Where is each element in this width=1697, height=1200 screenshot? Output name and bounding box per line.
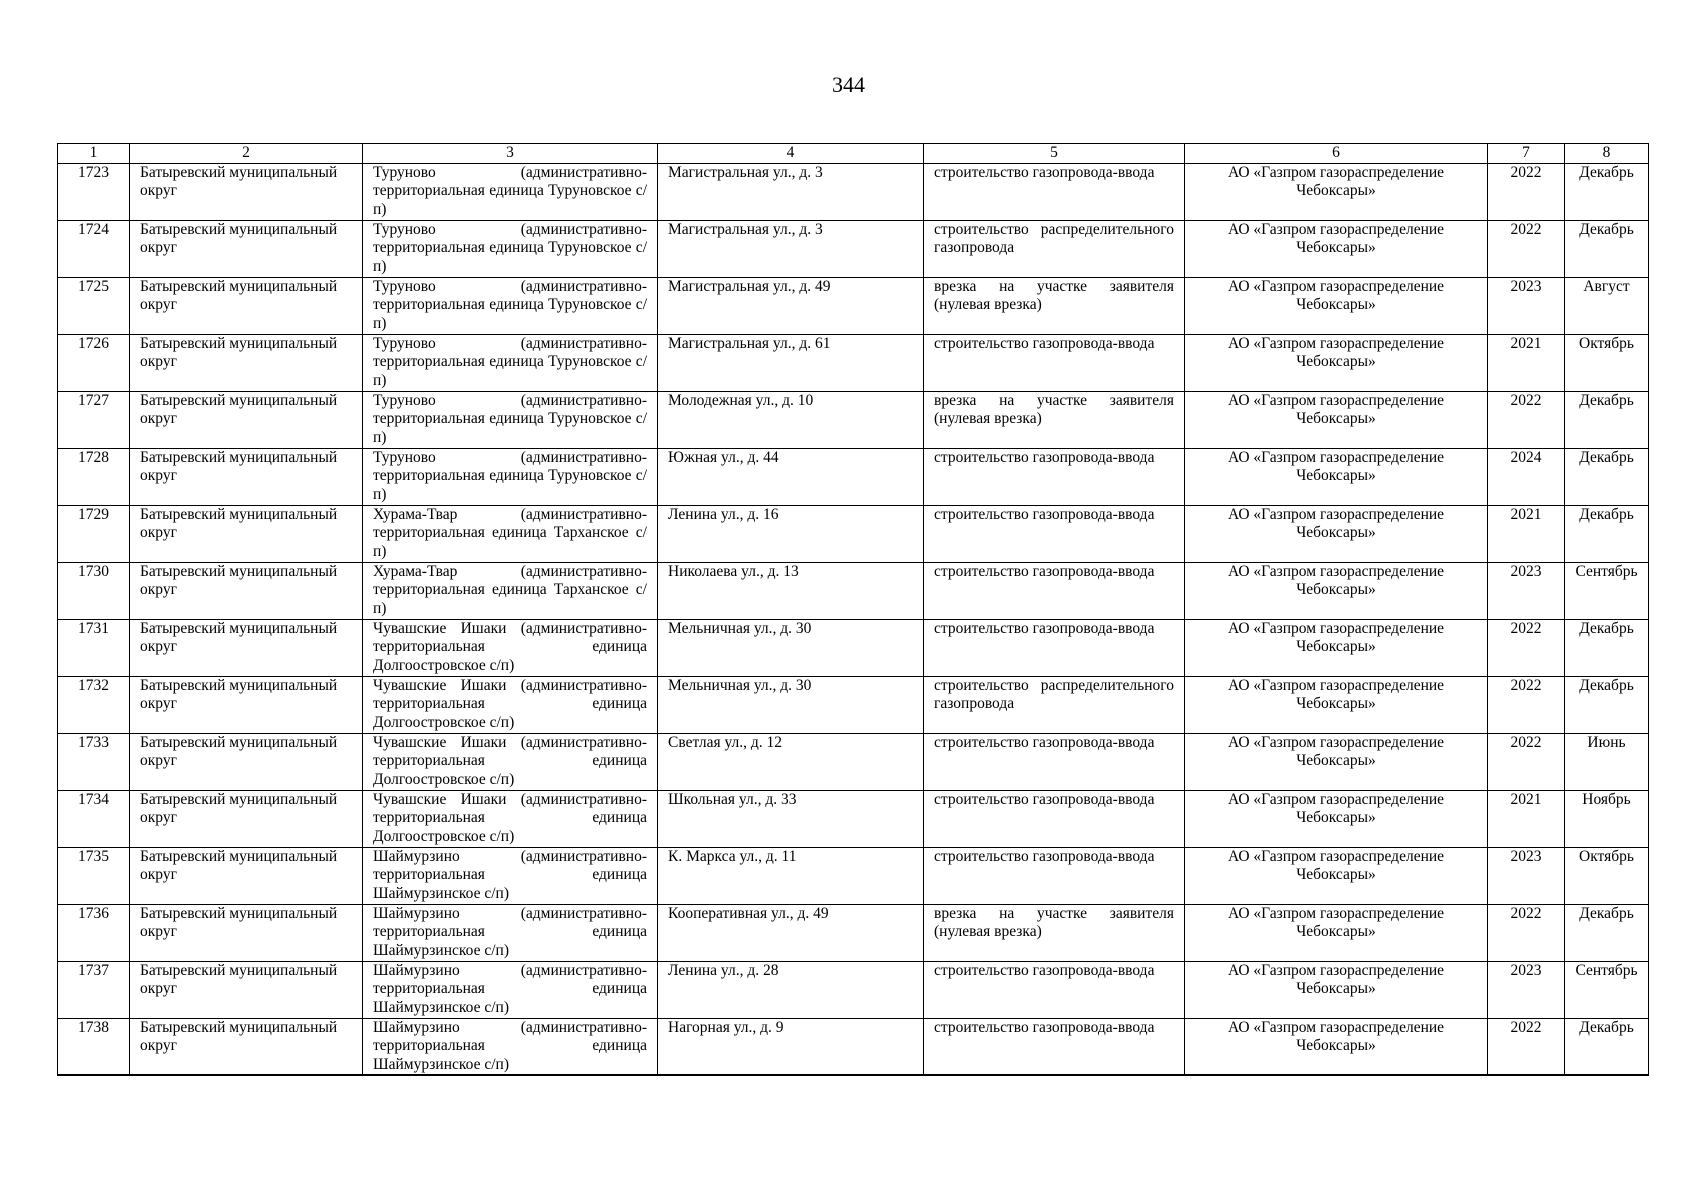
column-number: 3: [363, 144, 658, 164]
row-number: 1737: [58, 961, 130, 1018]
address-cell: Магистральная ул., д. 61: [658, 334, 924, 391]
address-cell: Южная ул., д. 44: [658, 448, 924, 505]
district-cell: Батыревский муниципальный округ: [130, 163, 363, 220]
year-cell: 2022: [1488, 220, 1565, 277]
locality-cell: Туруново (административно-территориальная единица Туруновское с/п): [363, 220, 658, 277]
row-number: 1734: [58, 790, 130, 847]
work-type-cell: строительство газопровода-ввода: [924, 790, 1185, 847]
organization-cell: АО «Газпром газораспределение Чебоксары»: [1185, 448, 1488, 505]
district-cell: Батыревский муниципальный округ: [130, 733, 363, 790]
row-number: 1724: [58, 220, 130, 277]
district-cell: Батыревский муниципальный округ: [130, 1018, 363, 1075]
organization-cell: АО «Газпром газораспределение Чебоксары»: [1185, 1018, 1488, 1075]
district-cell: Батыревский муниципальный округ: [130, 619, 363, 676]
month-cell: Октябрь: [1565, 334, 1649, 391]
address-cell: Нагорная ул., д. 9: [658, 1018, 924, 1075]
organization-cell: АО «Газпром газораспределение Чебоксары»: [1185, 847, 1488, 904]
address-cell: К. Маркса ул., д. 11: [658, 847, 924, 904]
column-number: 6: [1185, 144, 1488, 164]
table-row: [58, 961, 1649, 1018]
row-number: 1729: [58, 505, 130, 562]
table-body: [58, 163, 1649, 1075]
address-cell: Мельничная ул., д. 30: [658, 676, 924, 733]
table-row: [58, 448, 1649, 505]
organization-cell: АО «Газпром газораспределение Чебоксары»: [1185, 562, 1488, 619]
year-cell: 2023: [1488, 277, 1565, 334]
organization-cell: АО «Газпром газораспределение Чебоксары»: [1185, 220, 1488, 277]
address-cell: Светлая ул., д. 12: [658, 733, 924, 790]
organization-cell: АО «Газпром газораспределение Чебоксары»: [1185, 163, 1488, 220]
table-row: [58, 562, 1649, 619]
table-row: [58, 733, 1649, 790]
work-type-cell: строительство газопровода-ввода: [924, 505, 1185, 562]
table-row: [58, 790, 1649, 847]
locality-cell: Шаймурзино (административно-территориальная единица Шаймурзинское с/п): [363, 1018, 658, 1075]
row-number: 1735: [58, 847, 130, 904]
month-cell: Декабрь: [1565, 448, 1649, 505]
work-type-cell: строительство газопровода-ввода: [924, 448, 1185, 505]
district-cell: Батыревский муниципальный округ: [130, 220, 363, 277]
district-cell: Батыревский муниципальный округ: [130, 448, 363, 505]
locality-cell: Шаймурзино (административно-территориальная единица Шаймурзинское с/п): [363, 904, 658, 961]
month-cell: Декабрь: [1565, 391, 1649, 448]
address-cell: Молодежная ул., д. 10: [658, 391, 924, 448]
column-number: 1: [58, 144, 130, 164]
month-cell: Сентябрь: [1565, 562, 1649, 619]
work-type-cell: врезка на участке заявителя (нулевая врезка): [924, 277, 1185, 334]
table-row: [58, 334, 1649, 391]
organization-cell: АО «Газпром газораспределение Чебоксары»: [1185, 277, 1488, 334]
locality-cell: Шаймурзино (административно-территориальная единица Шаймурзинское с/п): [363, 961, 658, 1018]
organization-cell: АО «Газпром газораспределение Чебоксары»: [1185, 733, 1488, 790]
year-cell: 2023: [1488, 961, 1565, 1018]
district-cell: Батыревский муниципальный округ: [130, 676, 363, 733]
organization-cell: АО «Газпром газораспределение Чебоксары»: [1185, 619, 1488, 676]
address-cell: Магистральная ул., д. 49: [658, 277, 924, 334]
month-cell: Август: [1565, 277, 1649, 334]
table-row: [58, 163, 1649, 220]
address-cell: Мельничная ул., д. 30: [658, 619, 924, 676]
row-number: 1725: [58, 277, 130, 334]
district-cell: Батыревский муниципальный округ: [130, 790, 363, 847]
month-cell: Декабрь: [1565, 676, 1649, 733]
work-type-cell: строительство газопровода-ввода: [924, 334, 1185, 391]
row-number: 1723: [58, 163, 130, 220]
page-number: 344: [832, 72, 865, 97]
work-type-cell: строительство газопровода-ввода: [924, 619, 1185, 676]
year-cell: 2022: [1488, 163, 1565, 220]
organization-cell: АО «Газпром газораспределение Чебоксары»: [1185, 904, 1488, 961]
year-cell: 2021: [1488, 334, 1565, 391]
month-cell: Декабрь: [1565, 505, 1649, 562]
year-cell: 2022: [1488, 733, 1565, 790]
table-row: [58, 847, 1649, 904]
column-number: 5: [924, 144, 1185, 164]
month-cell: Декабрь: [1565, 904, 1649, 961]
year-cell: 2021: [1488, 790, 1565, 847]
work-type-cell: строительство газопровода-ввода: [924, 961, 1185, 1018]
month-cell: Сентябрь: [1565, 961, 1649, 1018]
month-cell: Ноябрь: [1565, 790, 1649, 847]
address-cell: Магистральная ул., д. 3: [658, 163, 924, 220]
table-row: [58, 220, 1649, 277]
column-number: 2: [130, 144, 363, 164]
organization-cell: АО «Газпром газораспределение Чебоксары»: [1185, 676, 1488, 733]
organization-cell: АО «Газпром газораспределение Чебоксары»: [1185, 391, 1488, 448]
month-cell: Декабрь: [1565, 1018, 1649, 1075]
address-cell: Школьная ул., д. 33: [658, 790, 924, 847]
year-cell: 2024: [1488, 448, 1565, 505]
table-row: [58, 1018, 1649, 1075]
organization-cell: АО «Газпром газораспределение Чебоксары»: [1185, 790, 1488, 847]
row-number: 1732: [58, 676, 130, 733]
row-number: 1733: [58, 733, 130, 790]
work-type-cell: строительство газопровода-ввода: [924, 733, 1185, 790]
locality-cell: Хурама-Твар (административно-территориальная единица Тарханское с/п): [363, 505, 658, 562]
district-cell: Батыревский муниципальный округ: [130, 391, 363, 448]
column-number: 7: [1488, 144, 1565, 164]
work-type-cell: строительство распределительного газопровода: [924, 676, 1185, 733]
table-row: [58, 904, 1649, 961]
row-number: 1727: [58, 391, 130, 448]
address-cell: Ленина ул., д. 28: [658, 961, 924, 1018]
work-type-cell: врезка на участке заявителя (нулевая врезка): [924, 904, 1185, 961]
year-cell: 2022: [1488, 676, 1565, 733]
column-number: 8: [1565, 144, 1649, 164]
locality-cell: Чувашские Ишаки (административно-территориальная единица Долгоостровское с/п): [363, 733, 658, 790]
work-type-cell: строительство газопровода-ввода: [924, 847, 1185, 904]
locality-cell: Туруново (административно-территориальная единица Туруновское с/п): [363, 448, 658, 505]
row-number: 1730: [58, 562, 130, 619]
year-cell: 2023: [1488, 562, 1565, 619]
year-cell: 2023: [1488, 847, 1565, 904]
column-number-row: [58, 144, 1649, 164]
row-number: 1736: [58, 904, 130, 961]
table-row: [58, 676, 1649, 733]
locality-cell: Шаймурзино (административно-территориальная единица Шаймурзинское с/п): [363, 847, 658, 904]
organization-cell: АО «Газпром газораспределение Чебоксары»: [1185, 334, 1488, 391]
table-row: [58, 619, 1649, 676]
year-cell: 2022: [1488, 1018, 1565, 1075]
work-type-cell: строительство газопровода-ввода: [924, 1018, 1185, 1075]
locality-cell: Чувашские Ишаки (административно-территориальная единица Долгоостровское с/п): [363, 619, 658, 676]
month-cell: Октябрь: [1565, 847, 1649, 904]
year-cell: 2022: [1488, 904, 1565, 961]
district-cell: Батыревский муниципальный округ: [130, 961, 363, 1018]
work-type-cell: строительство газопровода-ввода: [924, 163, 1185, 220]
year-cell: 2021: [1488, 505, 1565, 562]
district-cell: Батыревский муниципальный округ: [130, 505, 363, 562]
table-row: [58, 505, 1649, 562]
table-row: [58, 277, 1649, 334]
locality-cell: Туруново (административно-территориальная единица Туруновское с/п): [363, 334, 658, 391]
district-cell: Батыревский муниципальный округ: [130, 277, 363, 334]
address-cell: Николаева ул., д. 13: [658, 562, 924, 619]
district-cell: Батыревский муниципальный округ: [130, 904, 363, 961]
locality-cell: Туруново (административно-территориальная единица Туруновское с/п): [363, 163, 658, 220]
month-cell: Декабрь: [1565, 619, 1649, 676]
work-type-cell: строительство газопровода-ввода: [924, 562, 1185, 619]
month-cell: Июнь: [1565, 733, 1649, 790]
locality-cell: Хурама-Твар (административно-территориальная единица Тарханское с/п): [363, 562, 658, 619]
month-cell: Декабрь: [1565, 220, 1649, 277]
row-number: 1738: [58, 1018, 130, 1075]
year-cell: 2022: [1488, 619, 1565, 676]
address-cell: Магистральная ул., д. 3: [658, 220, 924, 277]
organization-cell: АО «Газпром газораспределение Чебоксары»: [1185, 961, 1488, 1018]
locality-cell: Туруново (административно-территориальная единица Туруновское с/п): [363, 277, 658, 334]
district-cell: Батыревский муниципальный округ: [130, 847, 363, 904]
address-cell: Ленина ул., д. 16: [658, 505, 924, 562]
locality-cell: Чувашские Ишаки (административно-территориальная единица Долгоостровское с/п): [363, 790, 658, 847]
locality-cell: Туруново (административно-территориальная единица Туруновское с/п): [363, 391, 658, 448]
work-type-cell: строительство распределительного газопровода: [924, 220, 1185, 277]
column-number: 4: [658, 144, 924, 164]
year-cell: 2022: [1488, 391, 1565, 448]
district-cell: Батыревский муниципальный округ: [130, 562, 363, 619]
organization-cell: АО «Газпром газораспределение Чебоксары»: [1185, 505, 1488, 562]
work-type-cell: врезка на участке заявителя (нулевая врезка): [924, 391, 1185, 448]
row-number: 1726: [58, 334, 130, 391]
locality-cell: Чувашские Ишаки (административно-территориальная единица Долгоостровское с/п): [363, 676, 658, 733]
month-cell: Декабрь: [1565, 163, 1649, 220]
table-row: [58, 391, 1649, 448]
row-number: 1731: [58, 619, 130, 676]
address-cell: Кооперативная ул., д. 49: [658, 904, 924, 961]
row-number: 1728: [58, 448, 130, 505]
gasification-table: [57, 143, 1649, 1076]
district-cell: Батыревский муниципальный округ: [130, 334, 363, 391]
